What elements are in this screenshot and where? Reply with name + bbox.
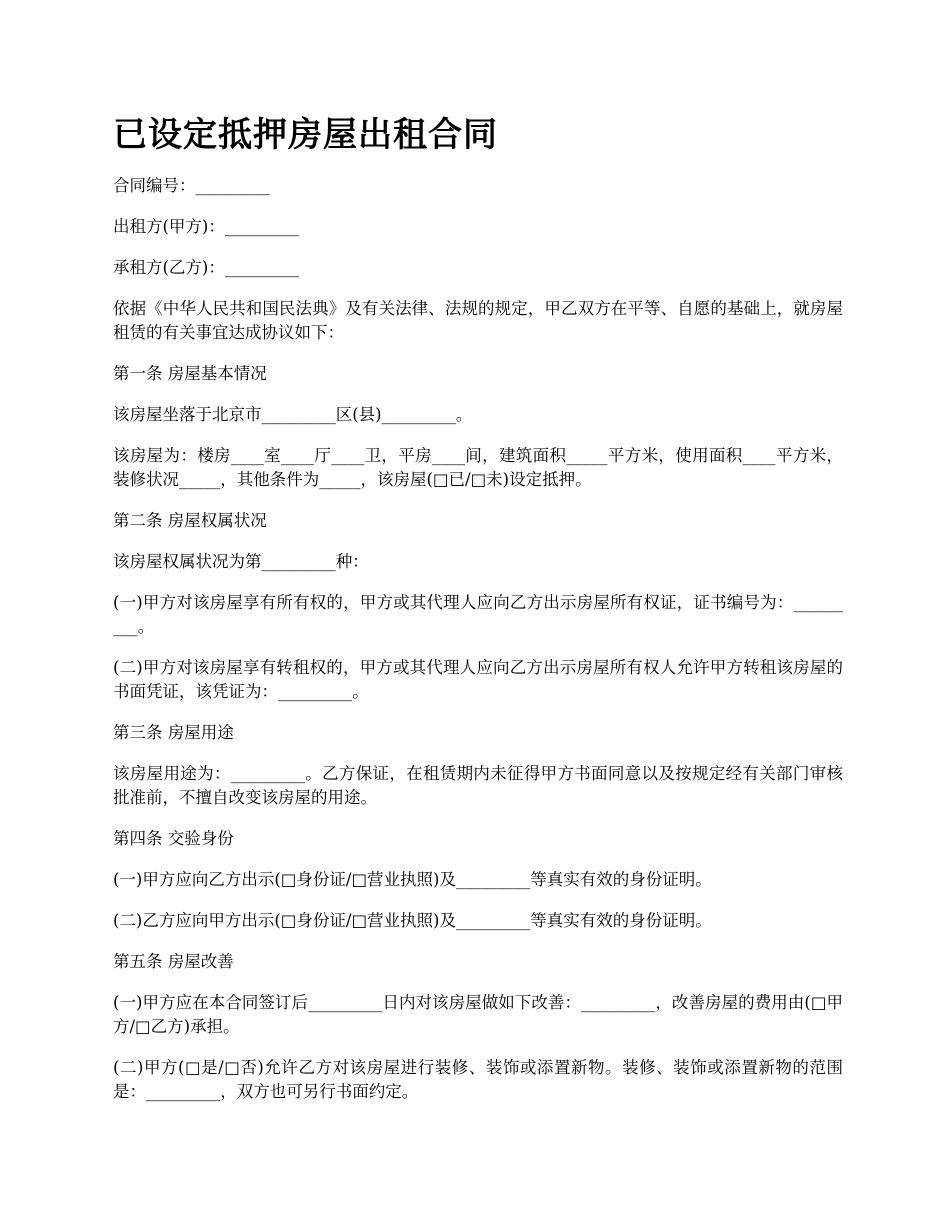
contract-number-line: 合同编号：_________ — [113, 176, 270, 195]
article-5-clause-1: (一)甲方应在本合同签订后_________日内对该房屋做如下改善：_________，改善房屋的费用由(□甲方/□乙方)承担。 — [113, 993, 843, 1036]
article-3-heading: 第三条 房屋用途 — [113, 723, 234, 742]
article-2-clause-1: (一)甲方对该房屋享有所有权的，甲方或其代理人应向乙方出示房屋所有权证，证书编号为：_________。 — [113, 593, 843, 636]
article-2-heading: 第二条 房屋权属状况 — [113, 511, 267, 530]
article-5-clause-2: (二)甲方(□是/□否)允许乙方对该房屋进行装修、装饰或添置新物。装修、装饰或添置新物的范围是：_________，双方也可另行书面约定。 — [113, 1058, 843, 1101]
article-1-location: 该房屋坐落于北京市_________区(县)_________。 — [113, 405, 473, 424]
article-1-heading: 第一条 房屋基本情况 — [113, 364, 267, 383]
article-4-clause-1: (一)甲方应向乙方出示(□身份证/□营业执照)及_________等真实有效的身份证明。 — [113, 870, 712, 889]
preamble-paragraph: 依据《中华人民共和国民法典》及有关法律、法规的规定，甲乙双方在平等、自愿的基础上，就房屋租赁的有关事宜达成协议如下： — [113, 299, 843, 342]
document-title: 已设定抵押房屋出租合同 — [113, 115, 498, 155]
document-page — [113, 110, 843, 1121]
lessee-line: 承租方(乙方)：_________ — [113, 258, 300, 277]
article-4-clause-2: (二)乙方应向甲方出示(□身份证/□营业执照)及_________等真实有效的身份证明。 — [113, 911, 712, 930]
article-4-heading: 第四条 交验身份 — [113, 829, 234, 848]
article-1-details: 该房屋为：楼房____室____厅____卫，平房____间，建筑面积_____平方米，使用面积____平方米，装修状况_____，其他条件为_____，该房屋(□已/□未)设定抵押。 — [113, 446, 843, 489]
article-5-heading: 第五条 房屋改善 — [113, 952, 234, 971]
lessor-line: 出租方(甲方)：_________ — [113, 217, 300, 236]
article-2-clause-2: (二)甲方对该房屋享有转租权的，甲方或其代理人应向乙方出示房屋所有权人允许甲方转租该房屋的书面凭证，该凭证为：_________。 — [113, 658, 843, 701]
article-3-usage: 该房屋用途为：_________。乙方保证，在租赁期内未征得甲方书面同意以及按规定经有关部门审核批准前，不擅自改变该房屋的用途。 — [113, 764, 843, 807]
article-2-status: 该房屋权属状况为第_________种： — [113, 552, 369, 571]
